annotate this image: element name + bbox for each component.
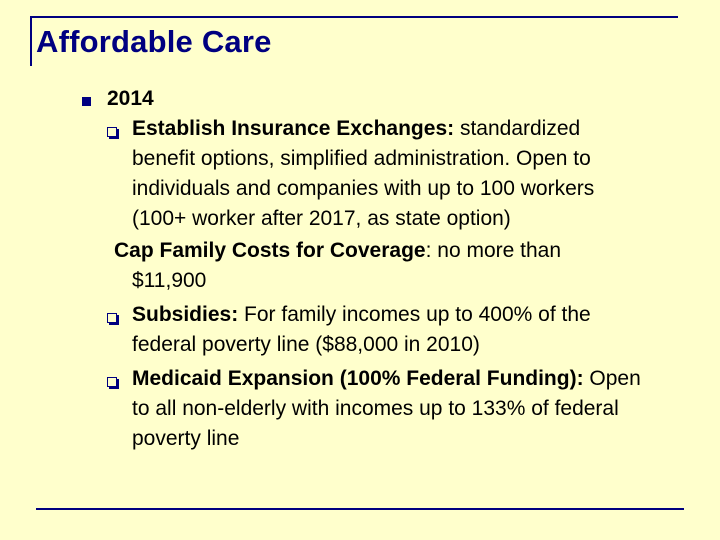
- checkbox-bullet-icon: [107, 127, 117, 137]
- top-rule: [30, 16, 678, 18]
- exchanges-text-1: standardized: [454, 117, 581, 140]
- square-bullet-icon: [82, 97, 91, 106]
- exchanges-line-2: benefit options, simplified administration. Open to: [132, 147, 591, 170]
- medicaid-line-2: to all non-elderly with incomes up to 133% of federal: [132, 397, 619, 420]
- exchanges-line-3: individuals and companies with up to 100 workers: [132, 177, 595, 200]
- medicaid-line-3: poverty line: [132, 427, 240, 450]
- medicaid-line-1: [132, 364, 641, 394]
- slide-title: Affordable Care: [36, 24, 272, 59]
- cap-line-1: [114, 236, 561, 266]
- exchanges-heading: Establish Insurance Exchanges:: [132, 117, 455, 140]
- left-rule: [30, 16, 32, 66]
- subsidies-text-1: For family incomes up to 400% of the: [238, 303, 591, 326]
- checkbox-bullet-icon: [107, 377, 117, 387]
- bottom-rule: [36, 508, 684, 510]
- cap-line-2: $11,900: [132, 269, 207, 292]
- medicaid-text-1: Open: [583, 367, 641, 390]
- checkbox-bullet-icon: [107, 313, 117, 323]
- year-heading: 2014: [107, 87, 154, 110]
- cap-text-1: : no more than: [425, 239, 562, 262]
- subsidies-heading: Subsidies:: [132, 303, 239, 326]
- exchanges-line-4: (100+ worker after 2017, as state option): [132, 207, 511, 230]
- subsidies-line-2: federal poverty line ($88,000 in 2010): [132, 333, 480, 356]
- subsidies-line-1: [132, 300, 591, 330]
- cap-heading: Cap Family Costs for Coverage: [114, 239, 426, 262]
- exchanges-line-1: [132, 114, 580, 144]
- medicaid-heading: Medicaid Expansion (100% Federal Funding):: [132, 367, 584, 390]
